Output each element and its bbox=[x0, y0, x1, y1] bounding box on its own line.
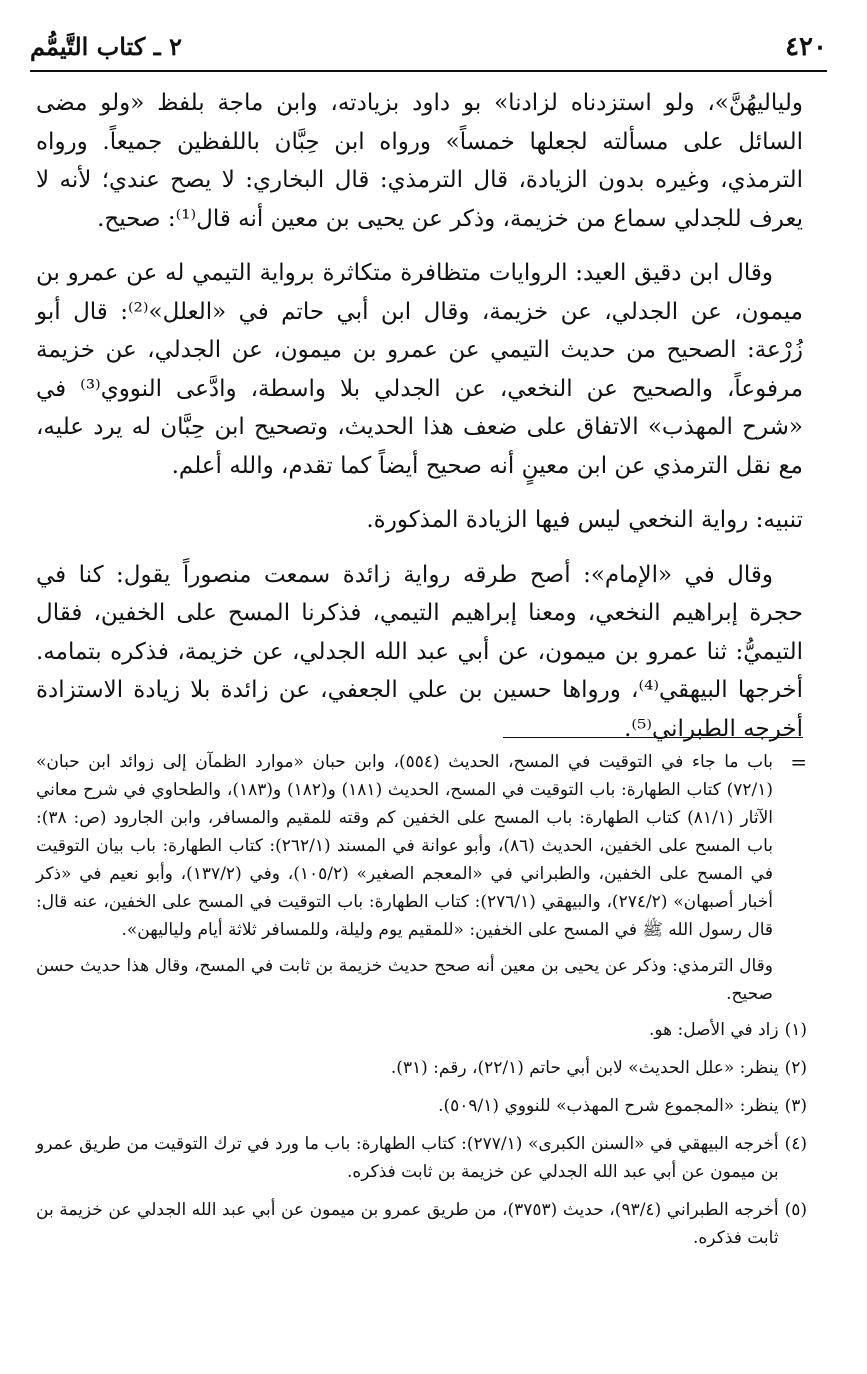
paragraph-ibn-daqiq: وقال ابن دقيق العيد: الروايات متظافرة متكاثرة برواية التيمي له عن عمرو بن ميمون، عن الجدلي، عن خزيمة، وقال ابن أبي حاتم في «العلل»⁽²⁾: قال أبو زُرْعة: الصحيح من حديث التيمي عن عمرو بن ميمون، عن الجدلي، عن خزيمة مرفوعاً، والصحيح عن النخعي، عن الجدلي بلا واسطة، وادَّعى النووي⁽³⁾ في «شرح المهذب» الاتفاق على ضعف هذا الحديث، وتصحيح ابن حِبَّان له يرد عليه، مع نقل الترمذي عن ابن معينٍ أنه صحيح أيضاً كما تقدم، والله أعلم. bbox=[36, 260, 804, 479]
page-number: ٤٢٠ bbox=[785, 32, 827, 62]
footnote-4 bbox=[36, 1130, 807, 1186]
footnote-text: ينظر: «علل الحديث» لابن أبي حاتم (٢٢/١)، رقم: (٣١). bbox=[390, 1058, 779, 1078]
continuation-mark: = bbox=[790, 750, 807, 774]
footnote-divider bbox=[503, 737, 803, 738]
paragraph-note: تنبيه: رواية النخعي ليس فيها الزيادة المذكورة. bbox=[366, 507, 803, 533]
paragraph-continuation: ولياليهُنَّ»، ولو استزدناه لزادنا» بو داود بزيادته، وابن ماجة بلفظ «ولو مضى السائل على مسألته لجعلها خمساً» ورواه ابن حِبَّان باللفظين جميعاً. ورواه الترمذي، وغيره بدون الزيادة، قال الترمذي: قال البخاري: لا يصح عندي؛ لأنه لا يعرف للجدلي سماع من خزيمة، وذكر عن يحيى بن معين أنه قال⁽¹⁾: صحيح. bbox=[36, 90, 803, 232]
continuation-paragraph: باب ما جاء في التوقيت في المسح، الحديث (٥٥٤)، وابن حبان «موارد الظمآن إلى زوائد ابن حبان» (٧٢/١) كتاب الطهارة: باب التوقيت في المسح، الحديث (١٨١) و(١٨٢) و(١٨٣)، والطحاوي في شرح معاني الآثار (٨١/١) كتاب الطهارة: باب المسح على الخفين كم وقته للمقيم والمسافر، وابن الجارود (ص: ٣٨): باب المسح على الخفين، الحديث (٨٦)، وأبو عوانة في المسند (٢٦٢/١): كتاب الطهارة: باب بيان التوقيت في المسح على الخفين، والطبراني في «المعجم الصغير» (١٠٥/٢)، وفي (١٣٧/٢)، وأبو نعيم في «ذكر أخبار أصبهان» (٢٧٤/٢)، والبيهقي (٢٧٦/١): كتاب الطهارة: باب التوقيت في المسح على الخفين، عنه قال: قال رسول الله ﷺ في المسح على الخفين: «للمقيم يوم وليلة، وللمسافر ثلاثة أيام ولياليهن». bbox=[36, 752, 774, 940]
header-rule bbox=[30, 70, 827, 72]
footnote-2 bbox=[36, 1054, 807, 1082]
running-title: ٢ ـ كتاب التَّيمُّم bbox=[30, 32, 182, 61]
footnote-continuation bbox=[36, 748, 807, 1008]
footnote-number: (١) bbox=[784, 1020, 807, 1040]
footnote-text: زاد في الأصل: هو. bbox=[648, 1020, 779, 1040]
footnote-text: ينظر: «المجموع شرح المهذب» للنووي (٥٠٩/١). bbox=[438, 1096, 779, 1116]
footnote-number: (٣) bbox=[784, 1096, 807, 1116]
footnotes-area bbox=[36, 748, 807, 1262]
main-text bbox=[36, 84, 803, 764]
continuation-paragraph: وقال الترمذي: وذكر عن يحيى بن معين أنه صحح حديث خزيمة بن ثابت في المسح، وقال هذا حديث حسن صحيح. bbox=[36, 956, 773, 1004]
paragraph-imam: وقال في «الإمام»: أصح طرقه رواية زائدة سمعت منصوراً يقول: كنا في حجرة إبراهيم النخعي، ومعنا إبراهيم التيمي، فذكرنا المسح على الخفين، فقال التيميُّ: ثنا عمرو بن ميمون، عن أبي عبد الله الجدلي، عن خزيمة، فذكره بتمامه. أخرجها البيهقي⁽⁴⁾، ورواها حسين بن علي الجعفي، عن زائدة بلا زيادة الاستزادة أخرجه الطبراني⁽⁵⁾. bbox=[36, 561, 803, 742]
page-header bbox=[30, 28, 827, 72]
footnote-number: (٢) bbox=[784, 1058, 807, 1078]
footnote-1 bbox=[36, 1016, 807, 1044]
footnote-number: (٤) bbox=[784, 1134, 807, 1154]
footnote-text: أخرجه البيهقي في «السنن الكبرى» (٢٧٧/١): كتاب الطهارة: باب ما ورد في ترك التوقيت من طريق عمرو بن ميمون عن أبي عبد الله الجدلي عن خزيمة بن ثابت فذكره. bbox=[36, 1134, 779, 1182]
footnote-number: (٥) bbox=[784, 1200, 807, 1220]
footnote-3 bbox=[36, 1092, 807, 1120]
footnote-5 bbox=[36, 1196, 807, 1252]
footnote-text: أخرجه الطبراني (٩٣/٤)، حديث (٣٧٥٣)، من طريق عمرو بن ميمون عن أبي عبد الله الجدلي عن خزيمة بن ثابت فذكره. bbox=[36, 1200, 779, 1248]
